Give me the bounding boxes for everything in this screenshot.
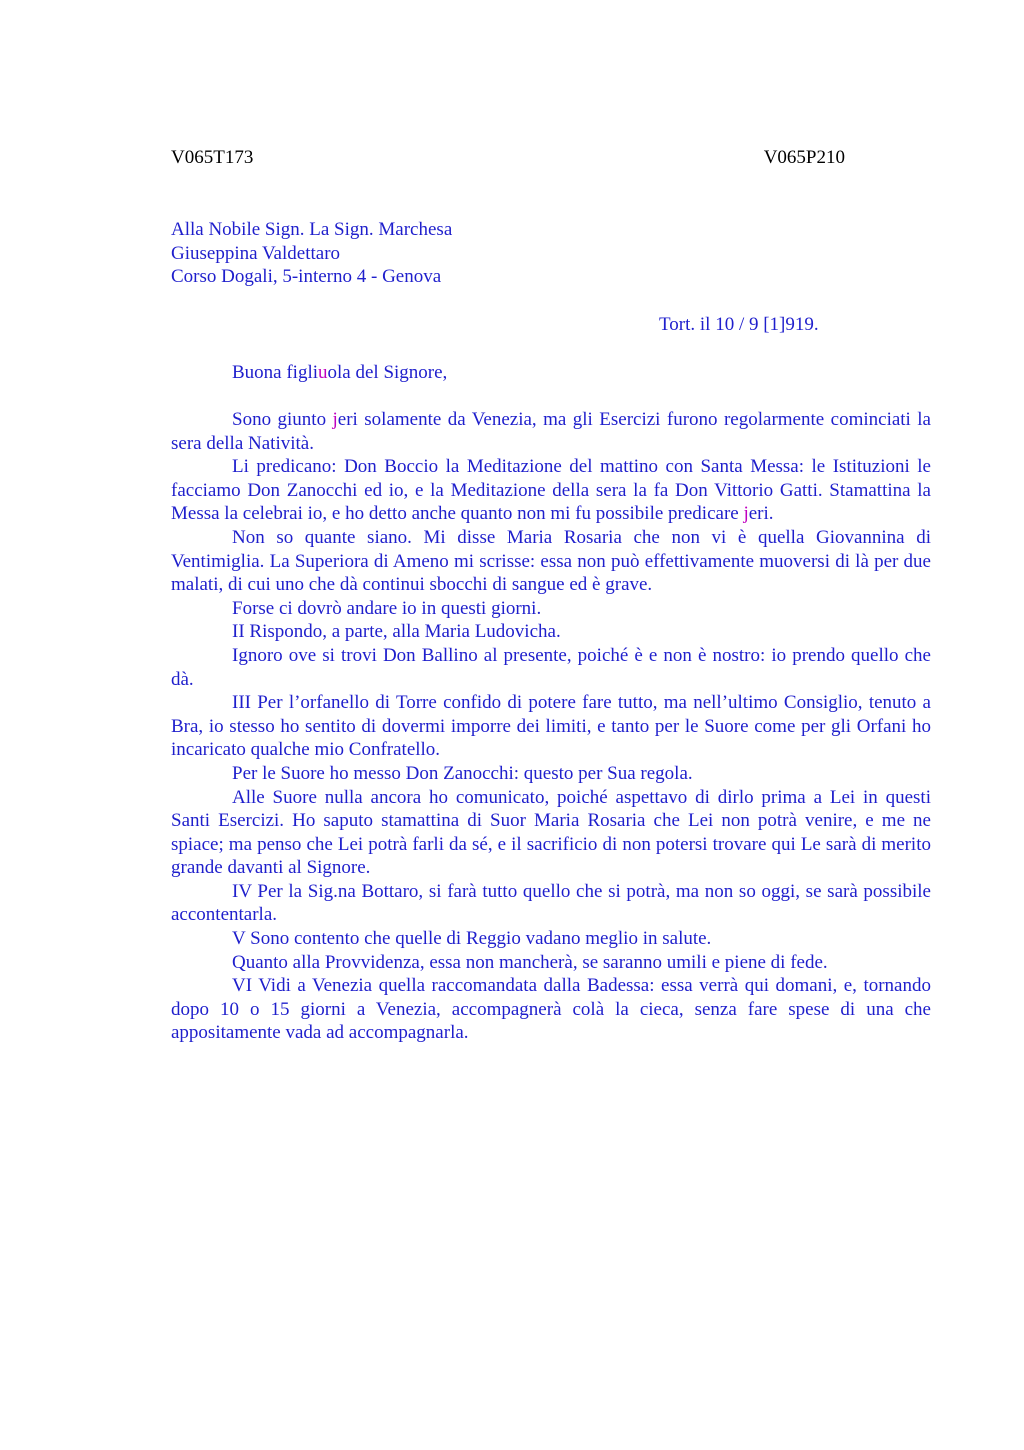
paragraph-2 bbox=[171, 455, 931, 526]
paragraph-5: II Rispondo, a parte, alla Maria Ludovicha. bbox=[232, 621, 561, 643]
letter-date: Tort. il 10 / 9 [1]919. bbox=[659, 314, 819, 335]
paragraph-2-marked-letter: j bbox=[743, 503, 749, 525]
salutation-text-end: ola del Signore, bbox=[327, 362, 448, 383]
letter-body bbox=[171, 408, 931, 1045]
paragraph-6: Ignoro ove si trovi Don Ballino al presente, poiché è e non è nostro: io prendo quello che dà. bbox=[171, 644, 931, 690]
document-code-right: V065P210 bbox=[763, 147, 845, 168]
paragraph-1-end: eri solamente da Venezia, ma gli Esercizi furono regolarmente cominciati la sera della Natività. bbox=[171, 409, 931, 454]
salutation-text-start: Buona figli bbox=[232, 362, 319, 383]
address-line-1: Alla Nobile Sign. La Sign. Marchesa bbox=[171, 219, 453, 240]
page-header bbox=[171, 146, 845, 170]
paragraph-11: V Sono contento che quelle di Reggio vadano meglio in salute. bbox=[232, 928, 712, 950]
paragraph-4: Forse ci dovrò andare io in questi giorni. bbox=[232, 597, 542, 619]
salutation bbox=[232, 361, 447, 385]
salutation-marked-letter: u bbox=[318, 362, 328, 383]
document-code-left: V065T173 bbox=[171, 147, 254, 168]
paragraph-1 bbox=[171, 408, 931, 455]
paragraph-12: Quanto alla Provvidenza, essa non mancherà, se saranno umili e piene di fede. bbox=[232, 951, 828, 973]
address-line-2: Giuseppina Valdettaro bbox=[171, 242, 341, 264]
paragraph-2-end: eri. bbox=[748, 503, 774, 525]
paragraph-8: Per le Suore ho messo Don Zanocchi: questo per Sua regola. bbox=[232, 762, 693, 784]
paragraph-13: VI Vidi a Venezia quella raccomandata dalla Badessa: essa verrà qui domani, e, tornando dopo 10 o 15 giorni a Venezia, accompagnerà colà la cieca, senza fare spese di una che appositamente vada ad accompagnarla. bbox=[171, 975, 931, 1044]
recipient-address bbox=[171, 218, 871, 289]
address-line-3: Corso Dogali, 5-interno 4 - Genova bbox=[171, 266, 442, 288]
paragraph-1-marked-letter: j bbox=[332, 409, 338, 430]
paragraph-9: Alle Suore nulla ancora ho comunicato, poiché aspettavo di dirlo prima a Lei in questi Santi Esercizi. Ho saputo stamattina di Suor Maria Rosaria che Lei non potrà venire, e me ne spiace; ma penso che Lei potrà farli da sé, e il sacrificio di non potersi trovare qui Le sarà di merito grande davanti al Signore. bbox=[171, 786, 931, 879]
paragraph-1-start: Sono giunto bbox=[232, 409, 333, 430]
paragraph-3: Non so quante siano. Mi disse Maria Rosaria che non vi è quella Giovannina di Ventimiglia. La Superiora di Ameno mi scrisse: essa non può effettivamente muoversi di là per due malati, di cui uno che dà continui sbocchi di sangue ed è grave. bbox=[171, 526, 931, 596]
paragraph-10: IV Per la Sig.na Bottaro, si farà tutto quello che si potrà, ma non so oggi, se sarà possibile accontentarla. bbox=[171, 880, 931, 926]
paragraph-7: III Per l’orfanello di Torre confido di potere fare tutto, ma nell’ultimo Consiglio, tenuto a Bra, io stesso ho sentito di dovermi imporre dei limiti, e tanto per le Suore come per gli Orfani ho incaricato qualche mio Confratello. bbox=[171, 692, 931, 761]
paragraph-2-start: Li predicano: Don Boccio la Meditazione del mattino con Santa Messa: le Istituzioni le facciamo Don Zanocchi ed io, e la Meditazione della sera la fa Don Vittorio Gatti. Stamattina la Messa la celebrai io, e ho detto anche quanto non mi fu possibile predicare bbox=[171, 456, 931, 525]
